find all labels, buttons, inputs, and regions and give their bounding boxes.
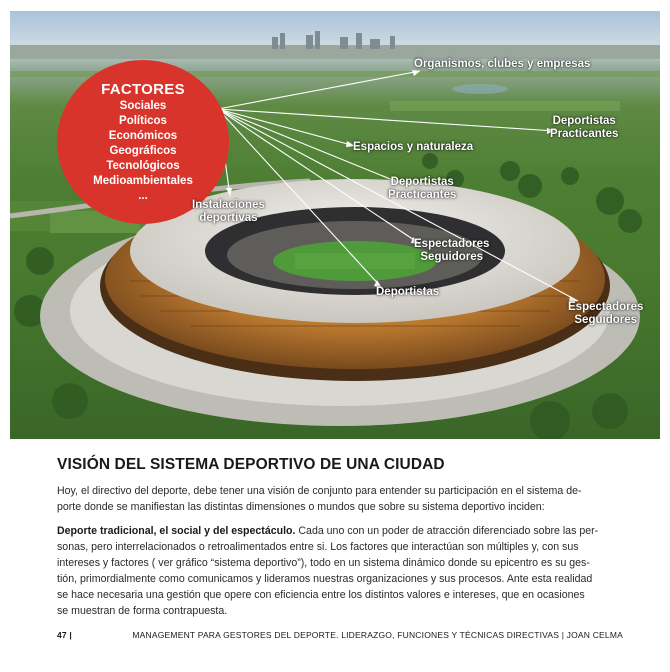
factor-item: Económicos [108, 129, 178, 142]
text-line: se muestran de forma contrapuesta. [57, 605, 228, 617]
factors-title: FACTORES [101, 80, 185, 98]
factor-item: Medioambientales [93, 174, 193, 187]
label-deportistas: Deportistas [376, 286, 440, 298]
factor-item: Geográficos [109, 144, 177, 157]
factor-item: Políticos [119, 114, 167, 127]
factor-item: Tecnológicos [106, 159, 180, 172]
label-espectadores-right: Espectadores Seguidores [568, 301, 644, 326]
body-paragraph [57, 523, 623, 619]
text-line: Cada uno con un poder de atracción diferenciado sobre las per- [295, 525, 599, 537]
label-organismos: Organismos, clubes y empresas [414, 58, 591, 70]
text-line: tión, primordialmente como comunicamos y lideramos nuestras organizaciones y sus procesos. Ante esta realidad [57, 573, 593, 585]
text-line: Hoy, el directivo del deporte, debe tener una visión de conjunto para entender su participación en el sistema de- [57, 485, 582, 497]
text-line: intereses y factores ( ver gráfico “sistema deportivo”), todo en un sistema dinámico donde su epicentro es su ges- [57, 557, 590, 569]
running-title: MANAGEMENT PARA GESTORES DEL DEPORTE. LIDERAZGO, FUNCIONES Y TÉCNICAS DIRECTIVAS | JOAN CELMA [132, 630, 623, 640]
label-deportistas-practicantes-center: Deportistas Practicantes [388, 176, 457, 201]
page-number: 47 | [57, 630, 72, 640]
factor-item: ... [138, 189, 148, 202]
article-heading: VISIÓN DEL SISTEMA DEPORTIVO DE UNA CIUDAD [57, 456, 445, 473]
text-line: sonas, pero interrelacionados o retroalimentados entre si. Los factores que interactúan son múltiples y, con sus [57, 541, 579, 553]
label-espacios: Espacios y naturaleza [353, 141, 474, 153]
label-espectadores-center: Espectadores Seguidores [414, 238, 490, 263]
body-lead: Deporte tradicional, el social y del espectáculo. [57, 525, 296, 537]
stadium-photo [10, 11, 660, 439]
label-deportistas-practicantes-right: Deportistas Practicantes [550, 115, 619, 140]
intro-paragraph [57, 483, 623, 515]
label-instalaciones: Instalaciones deportivas [192, 199, 265, 224]
text-line: se hace necesaria una gestión que opere con eficiencia entre los distintos valores e intereses, que en ocasiones [57, 589, 585, 601]
factor-item: Sociales [119, 99, 167, 112]
text-line: porte donde se manifiestan las distintas dimensiones o mundos que sobre su sistema deportivo inciden: [57, 501, 545, 513]
page-footer [57, 630, 623, 644]
